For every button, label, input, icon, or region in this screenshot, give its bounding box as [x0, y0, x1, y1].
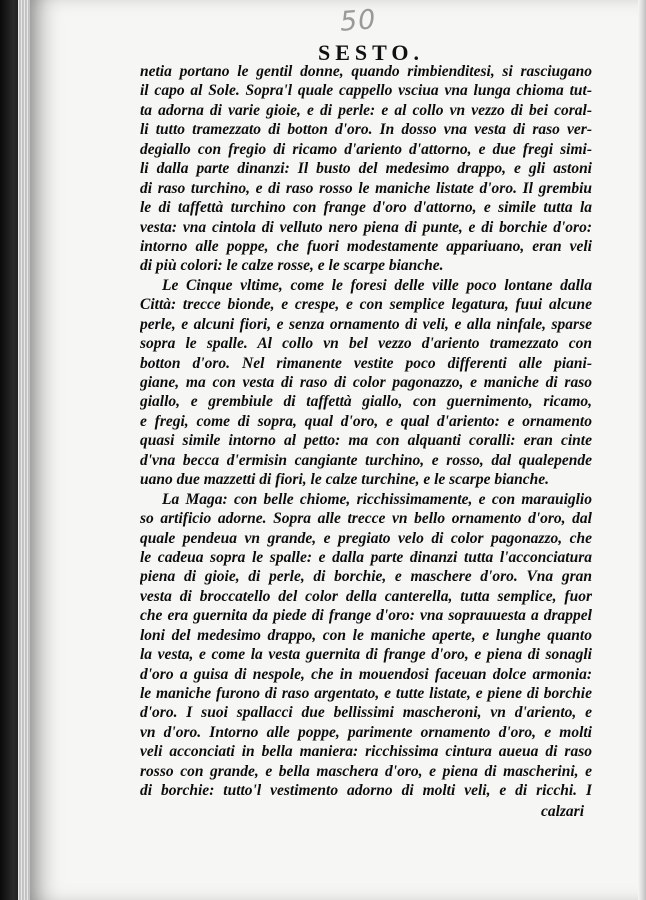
catchword-row: [140, 801, 592, 823]
text-line: giallo, e grembiule di taffettà giallo, con guernimento, ricamo,: [140, 393, 592, 411]
text-line: di borchie: tutto'l vestimento adorno di molti veli, e di ricchi. I: [140, 782, 592, 800]
text-line: quasi simile intorno al petto: ma con alquanti coralli: eran cinte: [140, 432, 592, 450]
text-line: d'vna becca d'ermisin cangiante turchino, e rosso, dal qualepende: [140, 451, 592, 469]
page-right-edge: [638, 0, 646, 900]
text-line: la vesta, e come la vesta guernita di frange d'oro, e piena di sonagli: [140, 646, 592, 664]
text-line: ta adorna di varie gioie, e di perle: e al collo vn vezzo di bei coral-: [140, 101, 592, 119]
text-line: Le Cinque vltime, come le foresi delle ville poco lontane dalla: [162, 276, 592, 294]
running-header: SESTO.: [318, 40, 425, 65]
text-line: vn d'oro. Intorno alle poppe, parimente ornamento d'oro, e molti: [140, 723, 592, 741]
text-line: di più colori: le calze rosse, e le scarpe bianche.: [140, 257, 444, 275]
text-line: veli acconciati in bella maniera: ricchissima cintura aueua di raso: [140, 743, 592, 761]
text-line: uano due mazzetti di fiori, le calze turchine, e le scarpe bianche.: [140, 471, 550, 489]
text-line: giane, ma con vesta di raso di color pagonazzo, e maniche di raso: [140, 374, 592, 391]
text-line: le maniche furono di raso argentato, e tutte listate, e piene di borchie: [140, 685, 592, 702]
text-line: sopra le spalle. Al collo vn bel vezzo d'ariento tramezzato con: [140, 335, 592, 353]
text-line: di raso turchino, e di raso rosso le maniche listate d'oro. Il grembiu: [140, 179, 592, 197]
text-line: netia portano le gentil donne, quando rimbienditesi, si rasciugano: [140, 63, 592, 80]
text-line: li tutto tramezzato di botton d'oro. In dosso vna vesta di raso ver-: [140, 121, 592, 139]
text-line: le cadeua sopra le spalle: e dalla parte dinanzi tutta l'acconciatura: [140, 548, 592, 566]
text-line: d'oro. I suoi spallacci due bellissimi mascheroni, vn d'ariento, e: [140, 704, 592, 722]
text-line: le di taffettà turchino con frange d'oro d'attorno, e simile tutta la: [140, 199, 592, 217]
text-line: rosso con grande, e bella maschera d'oro, e piena di mascherini, e: [140, 762, 592, 780]
catchword: calzari: [540, 802, 584, 820]
text-line: e fregi, come di sopra, qual d'oro, e qual d'ariento: e ornamento: [140, 412, 592, 430]
text-line: degiallo con fregio di ricamo d'ariento d'attorno, e due fregi simi-: [140, 140, 592, 158]
text-line: Città: trecce bionde, e crespe, e con semplice legatura, fuui alcune: [140, 296, 592, 314]
text-line: so artificio adorne. Sopra alle trecce vn bello ornamento d'oro, dal: [140, 510, 592, 528]
text-line: vesta di broccatello del color della canterella, tutta semplice, fuor: [140, 587, 592, 605]
text-line: loni del medesimo drappo, con le maniche aperte, e lunghe quanto: [140, 626, 592, 644]
text-line: quale pendeua vn grande, e pregiato velo di color pagonazzo, che: [140, 529, 592, 547]
handwritten-folio-number: 50: [338, 4, 378, 38]
text-line: che era guernita da piede di frange d'oro: vna soprauuesta a drappel: [140, 607, 592, 625]
text-line: botton d'oro. Nel rimanente vestite poco differenti alle piani-: [140, 354, 592, 372]
text-line: li dalla parte dinanzi: Il busto del medesimo drappo, e gli astoni: [140, 160, 592, 178]
text-line: piena di gioie, di perle, di borchie, e maschere d'oro. Vna gran: [140, 568, 592, 586]
text-line: La Maga: con belle chiome, ricchissimamente, e con marauiglio: [162, 490, 592, 508]
text-line: il capo al Sole. Sopra'l quale cappello vsciua vna lunga chioma tut-: [140, 82, 592, 100]
text-line: vesta: vna cintola di velluto nero piena di punte, e di borchie d'oro:: [140, 218, 592, 236]
text-line: intorno alle poppe, che fuori modestamente appariuano, eran veli: [140, 237, 592, 255]
text-line: d'oro a guisa di nespole, che in mouendosi faceuan dolce armonia:: [140, 665, 592, 683]
text-line: perle, e alcuni fiori, e senza ornamento di veli, e alla ninfale, sparse: [140, 315, 592, 333]
body-text: [140, 62, 592, 823]
